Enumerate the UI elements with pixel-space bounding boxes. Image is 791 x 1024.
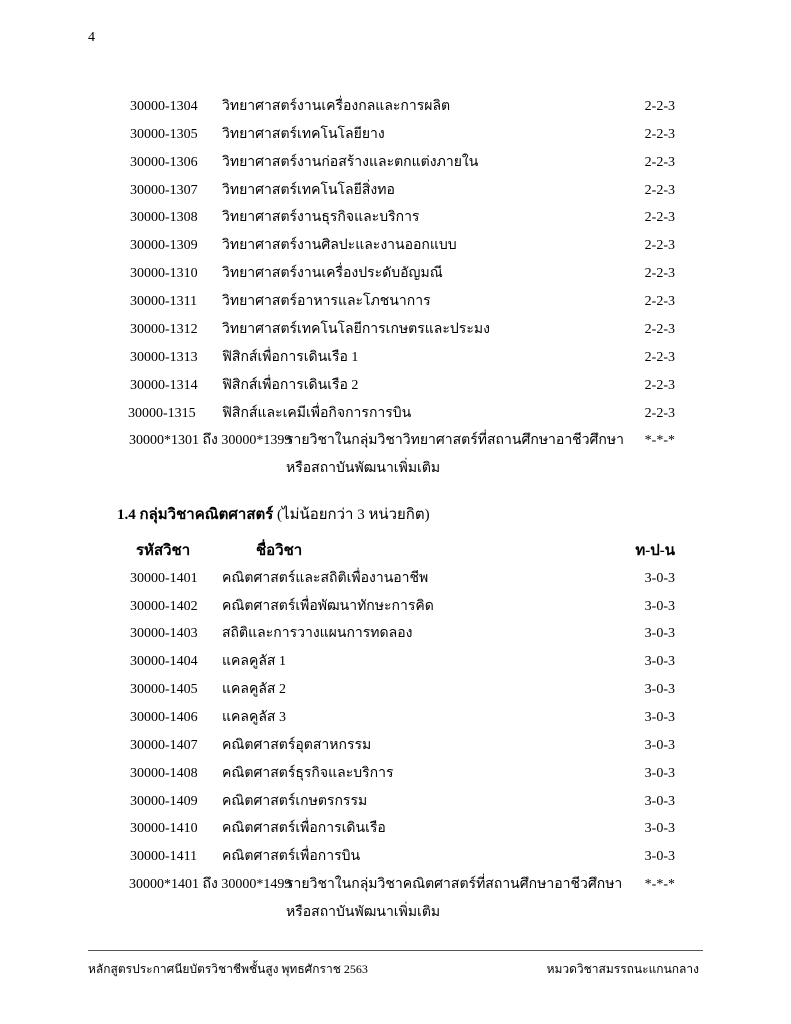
- course-code: 30000-1311: [130, 294, 198, 309]
- course-credit: 2-2-3: [644, 238, 675, 253]
- course-credit: 2-2-3: [644, 350, 675, 365]
- table-row: [0, 152, 791, 174]
- course-name: วิทยาศาสตร์เทคโนโลยีการเกษตรและประมง: [222, 322, 490, 337]
- range-code: 30000*1301 ถึง 30000*1399: [129, 433, 292, 448]
- course-name: วิทยาศาสตร์อาหารและโภชนาการ: [222, 294, 431, 309]
- course-name: คณิตศาสตร์เกษตรกรรม: [222, 794, 368, 809]
- course-code: 30000-1308: [130, 210, 198, 225]
- header-code: รหัสวิชา: [136, 543, 191, 559]
- course-name: ฟิสิกส์และเคมีเพื่อกิจการการบิน: [222, 406, 412, 421]
- course-code: 30000-1403: [130, 626, 198, 641]
- course-credit: 3-0-3: [644, 849, 675, 864]
- course-credit: 3-0-3: [644, 821, 675, 836]
- course-name: ฟิสิกส์เพื่อการเดินเรือ 2: [222, 378, 359, 393]
- table-header: [0, 540, 791, 562]
- course-credit: 2-2-3: [644, 378, 675, 393]
- table-row: [0, 596, 791, 618]
- range-credit: *-*-*: [644, 433, 675, 448]
- course-name: สถิติและการวางแผนการทดลอง: [222, 626, 413, 641]
- course-name: วิทยาศาสตร์งานก่อสร้างและตกแต่งภายใน: [222, 155, 479, 170]
- table-row: [0, 568, 791, 590]
- table-row: [0, 763, 791, 785]
- course-code: 30000-1306: [130, 155, 198, 170]
- table-row: [0, 180, 791, 202]
- course-credit: 3-0-3: [644, 794, 675, 809]
- course-code: 30000-1309: [130, 238, 198, 253]
- section-requirement: (ไม่น้อยกว่า 3 หน่วยกิต): [277, 507, 430, 523]
- course-name: ฟิสิกส์เพื่อการเดินเรือ 1: [222, 350, 359, 365]
- course-name: คณิตศาสตร์อุตสาหกรรม: [222, 738, 372, 753]
- range-row: [0, 430, 791, 452]
- course-name: วิทยาศาสตร์งานธุรกิจและบริการ: [222, 210, 420, 225]
- table-row: [0, 679, 791, 701]
- course-code: 30000-1407: [130, 738, 198, 753]
- course-code: 30000-1401: [130, 571, 198, 586]
- header-name: ชื่อวิชา: [256, 543, 303, 559]
- course-credit: 3-0-3: [644, 766, 675, 781]
- course-code: 30000-1315: [128, 406, 196, 421]
- table-row: [0, 235, 791, 257]
- course-credit: 3-0-3: [644, 599, 675, 614]
- course-code: 30000-1313: [130, 350, 198, 365]
- table-row: [0, 375, 791, 397]
- course-credit: 2-2-3: [644, 99, 675, 114]
- course-credit: 2-2-3: [644, 322, 675, 337]
- course-name: วิทยาศาสตร์เทคโนโลยียาง: [222, 127, 385, 142]
- table-row: [0, 651, 791, 673]
- course-credit: 2-2-3: [644, 127, 675, 142]
- range-code: 30000*1401 ถึง 30000*1499: [129, 877, 292, 892]
- course-credit: 3-0-3: [644, 654, 675, 669]
- course-code: 30000-1411: [130, 849, 198, 864]
- table-row: [0, 96, 791, 118]
- course-name: คณิตศาสตร์ธุรกิจและบริการ: [222, 766, 394, 781]
- table-row: [0, 846, 791, 868]
- footer-curriculum: หลักสูตรประกาศนียบัตรวิชาชีพชั้นสูง พุทธศักราช 2563: [88, 962, 368, 976]
- table-row: [0, 207, 791, 229]
- table-row: [0, 319, 791, 341]
- range-continuation: หรือสถาบันพัฒนาเพิ่มเติม: [286, 905, 441, 920]
- course-code: 30000-1410: [130, 821, 198, 836]
- course-credit: 3-0-3: [644, 626, 675, 641]
- course-name: แคลคูลัส 3: [222, 710, 286, 725]
- course-code: 30000-1409: [130, 794, 198, 809]
- section-heading: 1.4 กลุ่มวิชาคณิตศาสตร์: [117, 507, 274, 523]
- course-code: 30000-1408: [130, 766, 198, 781]
- section-title: [117, 504, 430, 526]
- course-code: 30000-1406: [130, 710, 198, 725]
- course-code: 30000-1310: [130, 266, 198, 281]
- footer-category: หมวดวิชาสมรรถนะแกนกลาง: [546, 962, 699, 976]
- table-row: [0, 623, 791, 645]
- course-credit: 2-2-3: [644, 210, 675, 225]
- range-credit: *-*-*: [644, 877, 675, 892]
- range-continuation: หรือสถาบันพัฒนาเพิ่มเติม: [286, 461, 441, 476]
- course-code: 30000-1304: [130, 99, 198, 114]
- course-credit: 3-0-3: [644, 682, 675, 697]
- course-credit: 3-0-3: [644, 738, 675, 753]
- range-row-continuation: [0, 902, 791, 924]
- table-row: [0, 707, 791, 729]
- course-name: คณิตศาสตร์เพื่อพัฒนาทักษะการคิด: [222, 599, 434, 614]
- range-description: รายวิชาในกลุ่มวิชาวิทยาศาสตร์ที่สถานศึกษาอาชีวศึกษา: [286, 433, 625, 448]
- course-code: 30000-1314: [130, 378, 198, 393]
- course-name: คณิตศาสตร์เพื่อการบิน: [222, 849, 361, 864]
- course-credit: 2-2-3: [644, 183, 675, 198]
- course-name: แคลคูลัส 2: [222, 682, 286, 697]
- range-row-continuation: [0, 458, 791, 480]
- course-credit: 2-2-3: [644, 294, 675, 309]
- course-name: วิทยาศาสตร์งานศิลปะและงานออกแบบ: [222, 238, 457, 253]
- range-row: [0, 874, 791, 896]
- table-row: [0, 818, 791, 840]
- table-row: [0, 124, 791, 146]
- course-credit: 3-0-3: [644, 571, 675, 586]
- course-credit: 3-0-3: [644, 710, 675, 725]
- course-code: 30000-1307: [130, 183, 198, 198]
- course-credit: 2-2-3: [644, 155, 675, 170]
- table-row: [0, 403, 791, 425]
- course-credit: 2-2-3: [644, 266, 675, 281]
- course-credit: 2-2-3: [644, 406, 675, 421]
- course-name: วิทยาศาสตร์เทคโนโลยีสิ่งทอ: [222, 183, 395, 198]
- header-credit: ท-ป-น: [635, 543, 675, 559]
- course-code: 30000-1404: [130, 654, 198, 669]
- course-code: 30000-1402: [130, 599, 198, 614]
- table-row: [0, 791, 791, 813]
- course-name: คณิตศาสตร์เพื่อการเดินเรือ: [222, 821, 386, 836]
- range-description: รายวิชาในกลุ่มวิชาคณิตศาสตร์ที่สถานศึกษาอาชีวศึกษา: [286, 877, 623, 892]
- course-code: 30000-1305: [130, 127, 198, 142]
- table-row: [0, 291, 791, 313]
- course-name: วิทยาศาสตร์งานเครื่องกลและการผลิต: [222, 99, 451, 114]
- page-number: 4: [88, 30, 95, 45]
- course-name: คณิตศาสตร์และสถิติเพื่องานอาชีพ: [222, 571, 429, 586]
- course-name: วิทยาศาสตร์งานเครื่องประดับอัญมณี: [222, 266, 443, 281]
- table-row: [0, 263, 791, 285]
- table-row: [0, 735, 791, 757]
- footer-divider: [88, 950, 703, 951]
- table-row: [0, 347, 791, 369]
- course-name: แคลคูลัส 1: [222, 654, 286, 669]
- course-code: 30000-1405: [130, 682, 198, 697]
- course-code: 30000-1312: [130, 322, 198, 337]
